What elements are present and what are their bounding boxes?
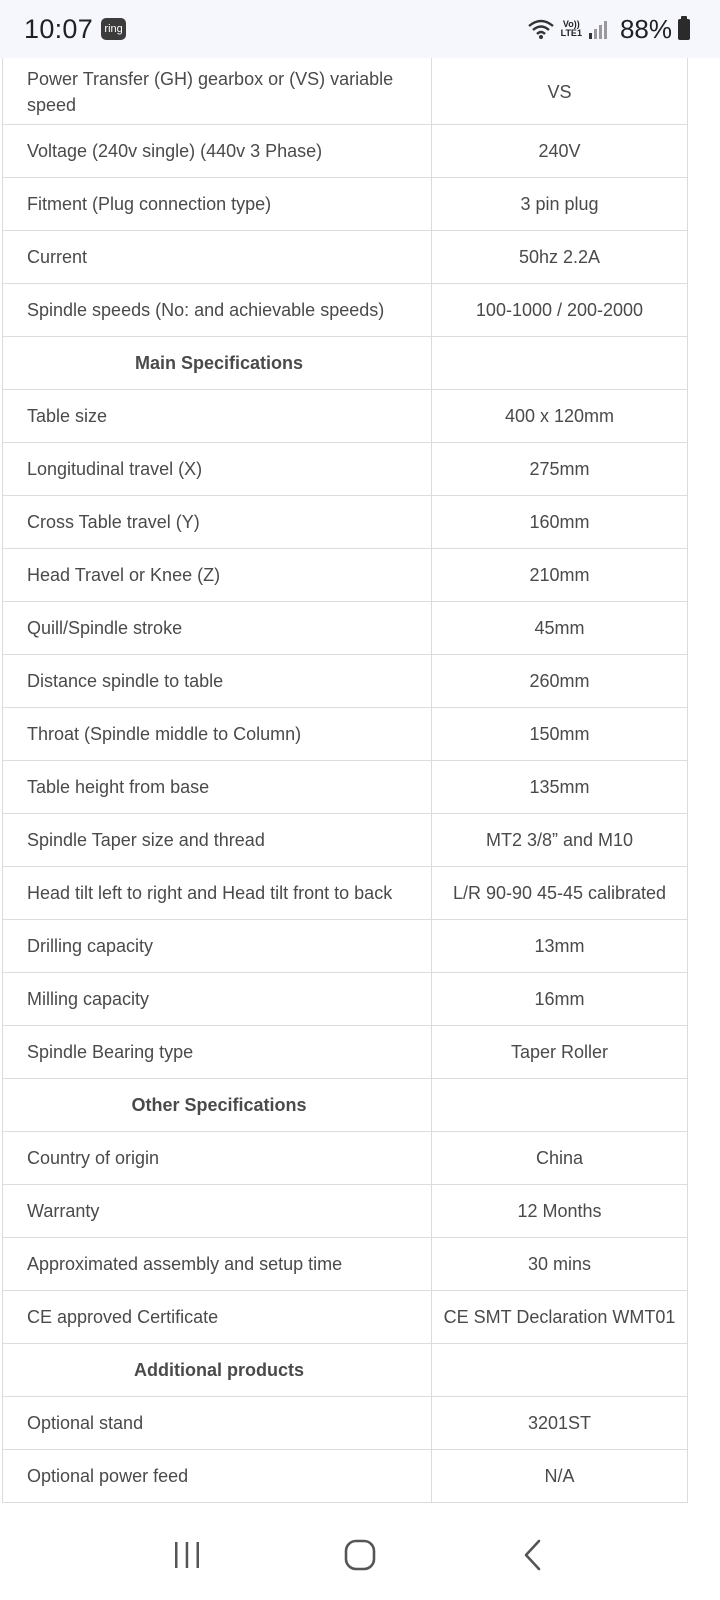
spec-label: Country of origin [3, 1132, 432, 1185]
spec-value: MT2 3/8” and M10 [432, 814, 688, 867]
spec-value: 150mm [432, 708, 688, 761]
section-heading: Main Specifications [3, 337, 432, 390]
spec-value: L/R 90-90 45-45 calibrated [432, 867, 688, 920]
spec-value: 135mm [432, 761, 688, 814]
battery-percentage: 88% [619, 13, 672, 44]
wifi-icon [527, 18, 555, 40]
spec-label: Milling capacity [3, 973, 432, 1026]
navigation-bar [0, 1510, 720, 1600]
spec-value: 30 mins [432, 1238, 688, 1291]
clock: 10:07 [24, 13, 94, 44]
spec-label: Spindle Taper size and thread [3, 814, 432, 867]
spec-value [432, 1344, 688, 1397]
spec-value: China [432, 1132, 688, 1185]
spec-label: Quill/Spindle stroke [3, 602, 432, 655]
spec-value: Taper Roller [432, 1026, 688, 1079]
spec-label: Spindle speeds (No: and achievable speeds) [3, 284, 432, 337]
spec-value: 100-1000 / 200-2000 [432, 284, 688, 337]
table-row [3, 761, 688, 814]
spec-label: Cross Table travel (Y) [3, 496, 432, 549]
specifications-table [2, 58, 688, 1503]
spec-value: 160mm [432, 496, 688, 549]
spec-value: 210mm [432, 549, 688, 602]
spec-label: Approximated assembly and setup time [3, 1238, 432, 1291]
table-row [3, 867, 688, 920]
recents-icon [171, 1539, 203, 1571]
spec-label: Distance spindle to table [3, 655, 432, 708]
table-row [3, 1344, 688, 1397]
spec-label: Table size [3, 390, 432, 443]
spec-value [432, 1079, 688, 1132]
ring-app-icon: ring [101, 18, 126, 40]
spec-label: Optional power feed [3, 1450, 432, 1503]
table-row [3, 1132, 688, 1185]
spec-value: 275mm [432, 443, 688, 496]
home-icon [343, 1538, 377, 1572]
spec-label: Power Transfer (GH) gearbox or (VS) variable speed [3, 58, 432, 125]
home-button[interactable] [330, 1530, 390, 1580]
spec-value: 240V [432, 125, 688, 178]
page-content[interactable] [0, 58, 720, 1510]
back-button[interactable] [503, 1530, 563, 1580]
spec-label: Head tilt left to right and Head tilt front to back [3, 867, 432, 920]
back-icon [521, 1538, 545, 1572]
section-heading: Additional products [3, 1344, 432, 1397]
volte-line1: Vo)) [562, 19, 580, 29]
table-row [3, 390, 688, 443]
spec-label: Current [3, 231, 432, 284]
spec-value: 45mm [432, 602, 688, 655]
spec-label: Fitment (Plug connection type) [3, 178, 432, 231]
spec-value: VS [432, 58, 688, 125]
table-row [3, 496, 688, 549]
recents-button[interactable] [157, 1530, 217, 1580]
status-bar [0, 0, 720, 58]
spec-label: Spindle Bearing type [3, 1026, 432, 1079]
spec-value: 3201ST [432, 1397, 688, 1450]
spec-value: N/A [432, 1450, 688, 1503]
table-row [3, 920, 688, 973]
spec-label: Warranty [3, 1185, 432, 1238]
table-row [3, 708, 688, 761]
spec-label: CE approved Certificate [3, 1291, 432, 1344]
table-row [3, 1291, 688, 1344]
table-row [3, 655, 688, 708]
table-row [3, 58, 688, 125]
table-row [3, 1026, 688, 1079]
table-row [3, 284, 688, 337]
status-left [24, 14, 126, 45]
spec-value: 13mm [432, 920, 688, 973]
table-row [3, 1238, 688, 1291]
spec-label: Throat (Spindle middle to Column) [3, 708, 432, 761]
table-row [3, 549, 688, 602]
spec-value [432, 337, 688, 390]
battery-icon [678, 19, 690, 40]
volte-indicator [561, 20, 582, 38]
table-row [3, 178, 688, 231]
spec-value: CE SMT Declaration WMT01 [432, 1291, 688, 1344]
spec-value: 16mm [432, 973, 688, 1026]
spec-value: 12 Months [432, 1185, 688, 1238]
spec-label: Voltage (240v single) (440v 3 Phase) [3, 125, 432, 178]
spec-value: 50hz 2.2A [432, 231, 688, 284]
spec-label: Table height from base [3, 761, 432, 814]
spec-label: Head Travel or Knee (Z) [3, 549, 432, 602]
spec-value: 3 pin plug [432, 178, 688, 231]
table-row [3, 602, 688, 655]
table-row [3, 1185, 688, 1238]
table-row [3, 1450, 688, 1503]
spec-label: Drilling capacity [3, 920, 432, 973]
table-row [3, 973, 688, 1026]
spec-value: 400 x 120mm [432, 390, 688, 443]
table-row [3, 1079, 688, 1132]
spec-label: Optional stand [3, 1397, 432, 1450]
table-row [3, 125, 688, 178]
spec-value: 260mm [432, 655, 688, 708]
signal-icon [588, 19, 608, 39]
table-row [3, 337, 688, 390]
volte-line2: LTE1 [560, 28, 582, 38]
spec-label: Longitudinal travel (X) [3, 443, 432, 496]
table-row [3, 231, 688, 284]
table-row [3, 443, 688, 496]
section-heading: Other Specifications [3, 1079, 432, 1132]
status-right [527, 14, 690, 45]
table-row [3, 814, 688, 867]
table-row [3, 1397, 688, 1450]
